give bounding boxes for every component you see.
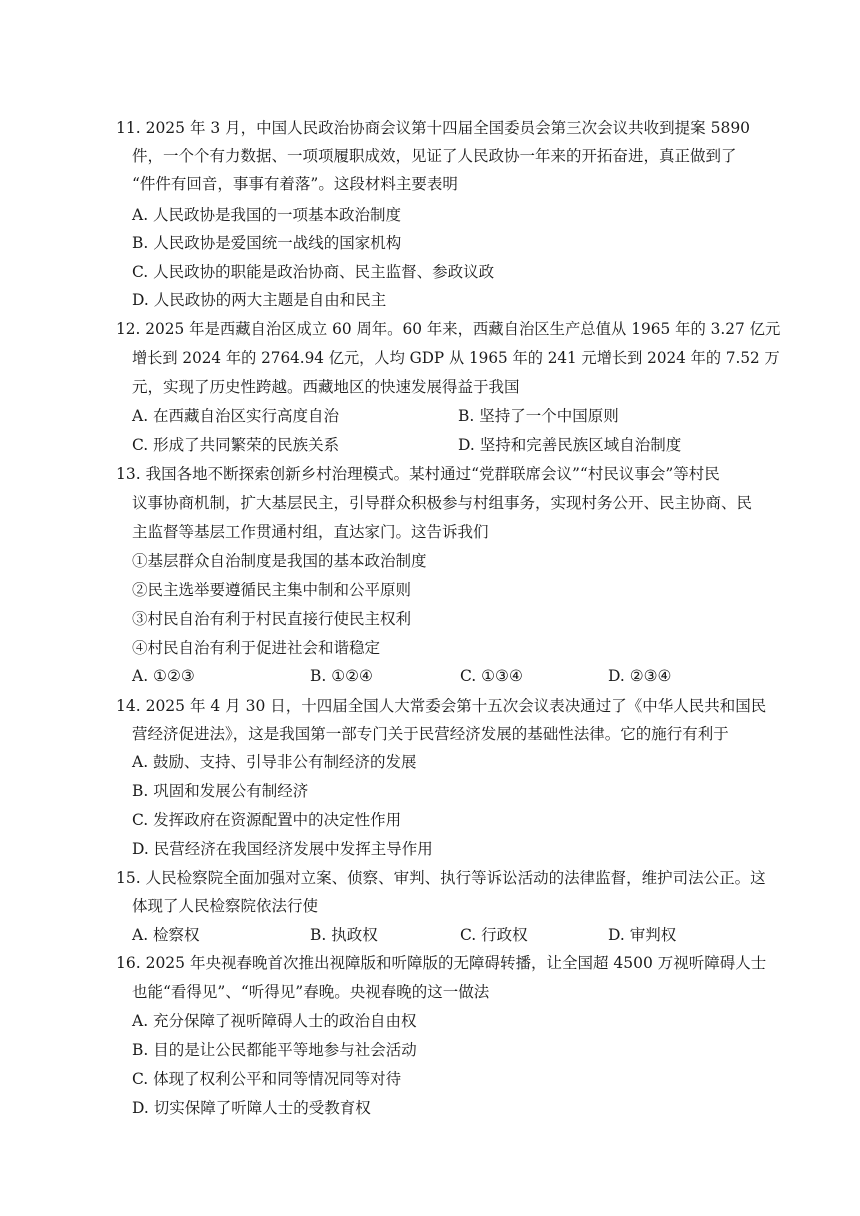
question-stem: “件件有回音，事事有着落”。这段材料主要表明 xyxy=(132,175,458,193)
option-b: B. 巩固和发展公有制经济 xyxy=(132,782,309,800)
option-c: C. 人民政协的职能是政治协商、民主监督、参政议政 xyxy=(132,263,495,281)
option-d: D. ②③④ xyxy=(608,667,672,685)
option-b: B. 人民政协是爱国统一战线的国家机构 xyxy=(132,234,402,252)
question-stem: 元，实现了历史性跨越。西藏地区的快速发展得益于我国 xyxy=(132,378,520,396)
option-d: D. 人民政协的两大主题是自由和民主 xyxy=(132,291,387,309)
question-stem: 件，一个个有力数据、一项项履职成效，见证了人民政协一年来的开拓奋进，真正做到了 xyxy=(132,147,737,165)
option-b: B. 执政权 xyxy=(310,926,378,944)
option-c: C. 形成了共同繁荣的民族关系 xyxy=(132,436,340,454)
option-c: C. 行政权 xyxy=(460,926,528,944)
option-d: D. 审判权 xyxy=(608,926,677,944)
option-d: D. 民营经济在我国经济发展中发挥主导作用 xyxy=(132,840,433,858)
question-stem: 增长到 2024 年的 2764.94 亿元，人均 GDP 从 1965 年的 241 元增长到 2024 年的 7.52 万 xyxy=(132,349,780,367)
option-c: C. ①③④ xyxy=(460,667,523,685)
question-stem: 15. 人民检察院全面加强对立案、侦察、审判、执行等诉讼活动的法律监督，维护司法公正。这 xyxy=(116,869,766,887)
statement-4: ④村民自治有利于促进社会和谐稳定 xyxy=(132,639,381,657)
option-a: A. 鼓励、支持、引导非公有制经济的发展 xyxy=(132,753,417,771)
option-a: A. 检察权 xyxy=(132,926,200,944)
statement-3: ③村民自治有利于村民直接行使民主权利 xyxy=(132,610,412,628)
statement-2: ②民主选举要遵循民主集中制和公平原则 xyxy=(132,581,412,599)
option-a: A. ①②③ xyxy=(132,667,195,685)
option-b: B. 坚持了一个中国原则 xyxy=(458,407,619,425)
statement-1: ①基层群众自治制度是我国的基本政治制度 xyxy=(132,552,427,570)
question-stem: 11. 2025 年 3 月，中国人民政治协商会议第十四届全国委员会第三次会议共收到提案 5890 xyxy=(116,119,751,137)
question-stem: 主监督等基层工作贯通村组，直达家门。这告诉我们 xyxy=(132,523,489,541)
question-stem: 也能“看得见”、“听得见”春晚。央视春晚的这一做法 xyxy=(132,983,490,1001)
question-stem: 13. 我国各地不断探索创新乡村治理模式。某村通过“党群联席会议”“村民议事会”等村民 xyxy=(116,465,720,483)
option-a: A. 在西藏自治区实行高度自治 xyxy=(132,407,340,425)
option-c: C. 发挥政府在资源配置中的决定性作用 xyxy=(132,811,402,829)
question-stem: 体现了人民检察院依法行使 xyxy=(132,897,319,915)
question-stem: 16. 2025 年央视春晚首次推出视障版和听障版的无障碍转播，让全国超 4500 万视听障碍人士 xyxy=(116,954,767,972)
question-stem: 议事协商机制，扩大基层民主，引导群众积极参与村组事务，实现村务公开、民主协商、民 xyxy=(132,494,753,512)
option-d: D. 切实保障了听障人士的受教育权 xyxy=(132,1099,371,1117)
question-stem: 14. 2025 年 4 月 30 日，十四届全国人大常委会第十五次会议表决通过了《中华人民共和国民 xyxy=(116,697,767,715)
option-c: C. 体现了权利公平和同等情况同等对待 xyxy=(132,1070,402,1088)
option-b: B. ①②④ xyxy=(310,667,373,685)
question-stem: 12. 2025 年是西藏自治区成立 60 周年。60 年来，西藏自治区生产总值从 1965 年的 3.27 亿元 xyxy=(116,320,781,338)
option-d: D. 坚持和完善民族区域自治制度 xyxy=(458,436,682,454)
option-a: A. 充分保障了视听障碍人士的政治自由权 xyxy=(132,1012,417,1030)
option-b: B. 目的是让公民都能平等地参与社会活动 xyxy=(132,1041,417,1059)
option-a: A. 人民政协是我国的一项基本政治制度 xyxy=(132,206,402,224)
question-stem: 营经济促进法》，这是我国第一部专门关于民营经济发展的基础性法律。它的施行有利于 xyxy=(132,725,729,743)
